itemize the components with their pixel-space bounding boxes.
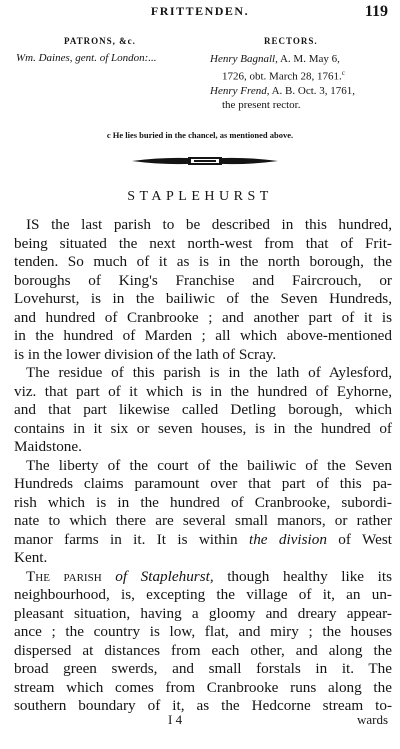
text-run: ance ; the country is low, flat, and miry ; the houses: [14, 623, 392, 640]
text-line: [14, 383, 392, 402]
text-line: [14, 457, 392, 476]
page-number: 119: [364, 3, 388, 20]
text-run: contains in it six or seven houses, is in the hundred of: [14, 419, 392, 437]
rector-line: [210, 52, 398, 66]
rectors-heading: RECTORS.: [264, 36, 318, 46]
small-caps-text: The parish: [26, 567, 102, 585]
running-head: [0, 4, 400, 22]
patron-entry: Wm. Daines, gent. of London:...: [16, 52, 157, 64]
text-line: [14, 642, 392, 661]
text-run: broad green swerds, and small forstals in it. The: [14, 660, 392, 677]
text-run: tenden. So much of it as is in the north borough, the: [14, 253, 392, 270]
rector-line: [210, 66, 398, 84]
text-run: Hundreds claims paramount over that part of this pa-: [14, 475, 392, 492]
rector-detail: A. M. May 6,: [277, 53, 340, 65]
text-line: [14, 309, 392, 328]
text-line: [14, 272, 392, 291]
body-text: [14, 216, 392, 716]
text-line: [14, 438, 392, 457]
footnote-marker: c: [341, 69, 345, 77]
text-run: and that part likewise called Detling borough, which: [14, 401, 392, 418]
rectors-entry: [210, 52, 398, 112]
text-run: in the hundred of Marden ; all which above-mentioned: [14, 327, 392, 344]
italic-text: the division: [248, 530, 327, 548]
patrons-rectors-row: [0, 52, 400, 120]
ornament-rule: [130, 154, 280, 168]
catchword: wards: [356, 712, 388, 727]
text-line: [14, 235, 392, 254]
text-run: rish which is in the hundred of Cranbrooke, subordi-: [14, 493, 392, 511]
italic-text: of Staplehurst,: [115, 567, 214, 585]
text-run: southern boundary of it, as the Hedcorne stream to-: [14, 697, 392, 714]
rector-line: [210, 84, 398, 98]
text-run: of West: [326, 530, 392, 548]
text-line: [14, 327, 392, 346]
text-line: [14, 494, 392, 513]
text-line: [14, 290, 392, 309]
text-line: [14, 679, 392, 698]
text-line: [14, 216, 392, 235]
text-line: [14, 364, 392, 383]
rector-detail: A. B. Oct. 3, 1761,: [269, 84, 356, 97]
text-line: [14, 549, 392, 568]
text-line: [14, 253, 392, 272]
section-title: STAPLEHURST: [127, 189, 273, 204]
text-run: IS the last parish to be described in this hundred,: [26, 216, 392, 233]
text-line: [14, 605, 392, 624]
text-run: nate to which there are several small manors, or rather: [14, 512, 392, 529]
footnote: c He lies buried in the chancel, as mentioned above.: [106, 130, 294, 140]
rector-detail: 1726, obt. March 28, 1761.: [222, 70, 342, 83]
rector-name: Henry Frend,: [210, 84, 270, 97]
text-run: stream which comes from Cranbrooke runs along the: [14, 678, 392, 696]
text-line: [14, 586, 392, 605]
text-line: [14, 568, 392, 587]
text-line: [14, 346, 392, 365]
text-line: [14, 623, 392, 642]
signature-mark: I 4: [168, 712, 183, 727]
rector-name: Henry Bagnall,: [210, 53, 278, 65]
text-run: Kent.: [14, 549, 48, 566]
text-line: [14, 420, 392, 439]
text-line: [14, 531, 392, 550]
text-line: [14, 475, 392, 494]
text-run: Maidstone.: [14, 438, 82, 455]
patrons-rectors-header: [0, 36, 400, 50]
text-line: [14, 512, 392, 531]
text-run: is in the lower division of the lath of Scray.: [14, 345, 277, 363]
text-line: [14, 660, 392, 679]
running-title: FRITTENDEN.: [150, 4, 250, 18]
text-run: viz. that part of it which is in the hundred of Eyhorne,: [14, 382, 392, 400]
text-run: The liberty of the court of the bailiwic of the Seven: [26, 456, 392, 474]
text-line: [14, 401, 392, 420]
rector-line: [210, 98, 398, 112]
rector-detail: the present rector.: [222, 98, 301, 111]
text-run: The residue of this parish is in the lath of Aylesford,: [26, 364, 392, 381]
page-footer: [0, 712, 400, 732]
text-run: boroughs of King's Franchise and Faircrouch, or: [14, 271, 392, 289]
text-run: Lovehurst, is in the bailiwic of the Seven Hundreds,: [14, 290, 392, 307]
text-run: though healthy like its: [213, 567, 392, 585]
text-run: manor farms in it. It is within: [14, 530, 249, 548]
text-run: [102, 568, 116, 585]
text-run: and hundred of Cranbrooke ; and another part of it is: [14, 308, 392, 326]
patrons-heading: PATRONS, &c.: [64, 36, 136, 46]
text-run: being situated the next north-west from that of Frit-: [14, 234, 392, 252]
text-run: pleasant situation, having a gloomy and dreary appear-: [14, 604, 392, 622]
text-run: neighbourhood, is, excepting the village of it, an un-: [14, 586, 392, 603]
text-run: dispersed at distances from each other, and along the: [14, 641, 392, 659]
